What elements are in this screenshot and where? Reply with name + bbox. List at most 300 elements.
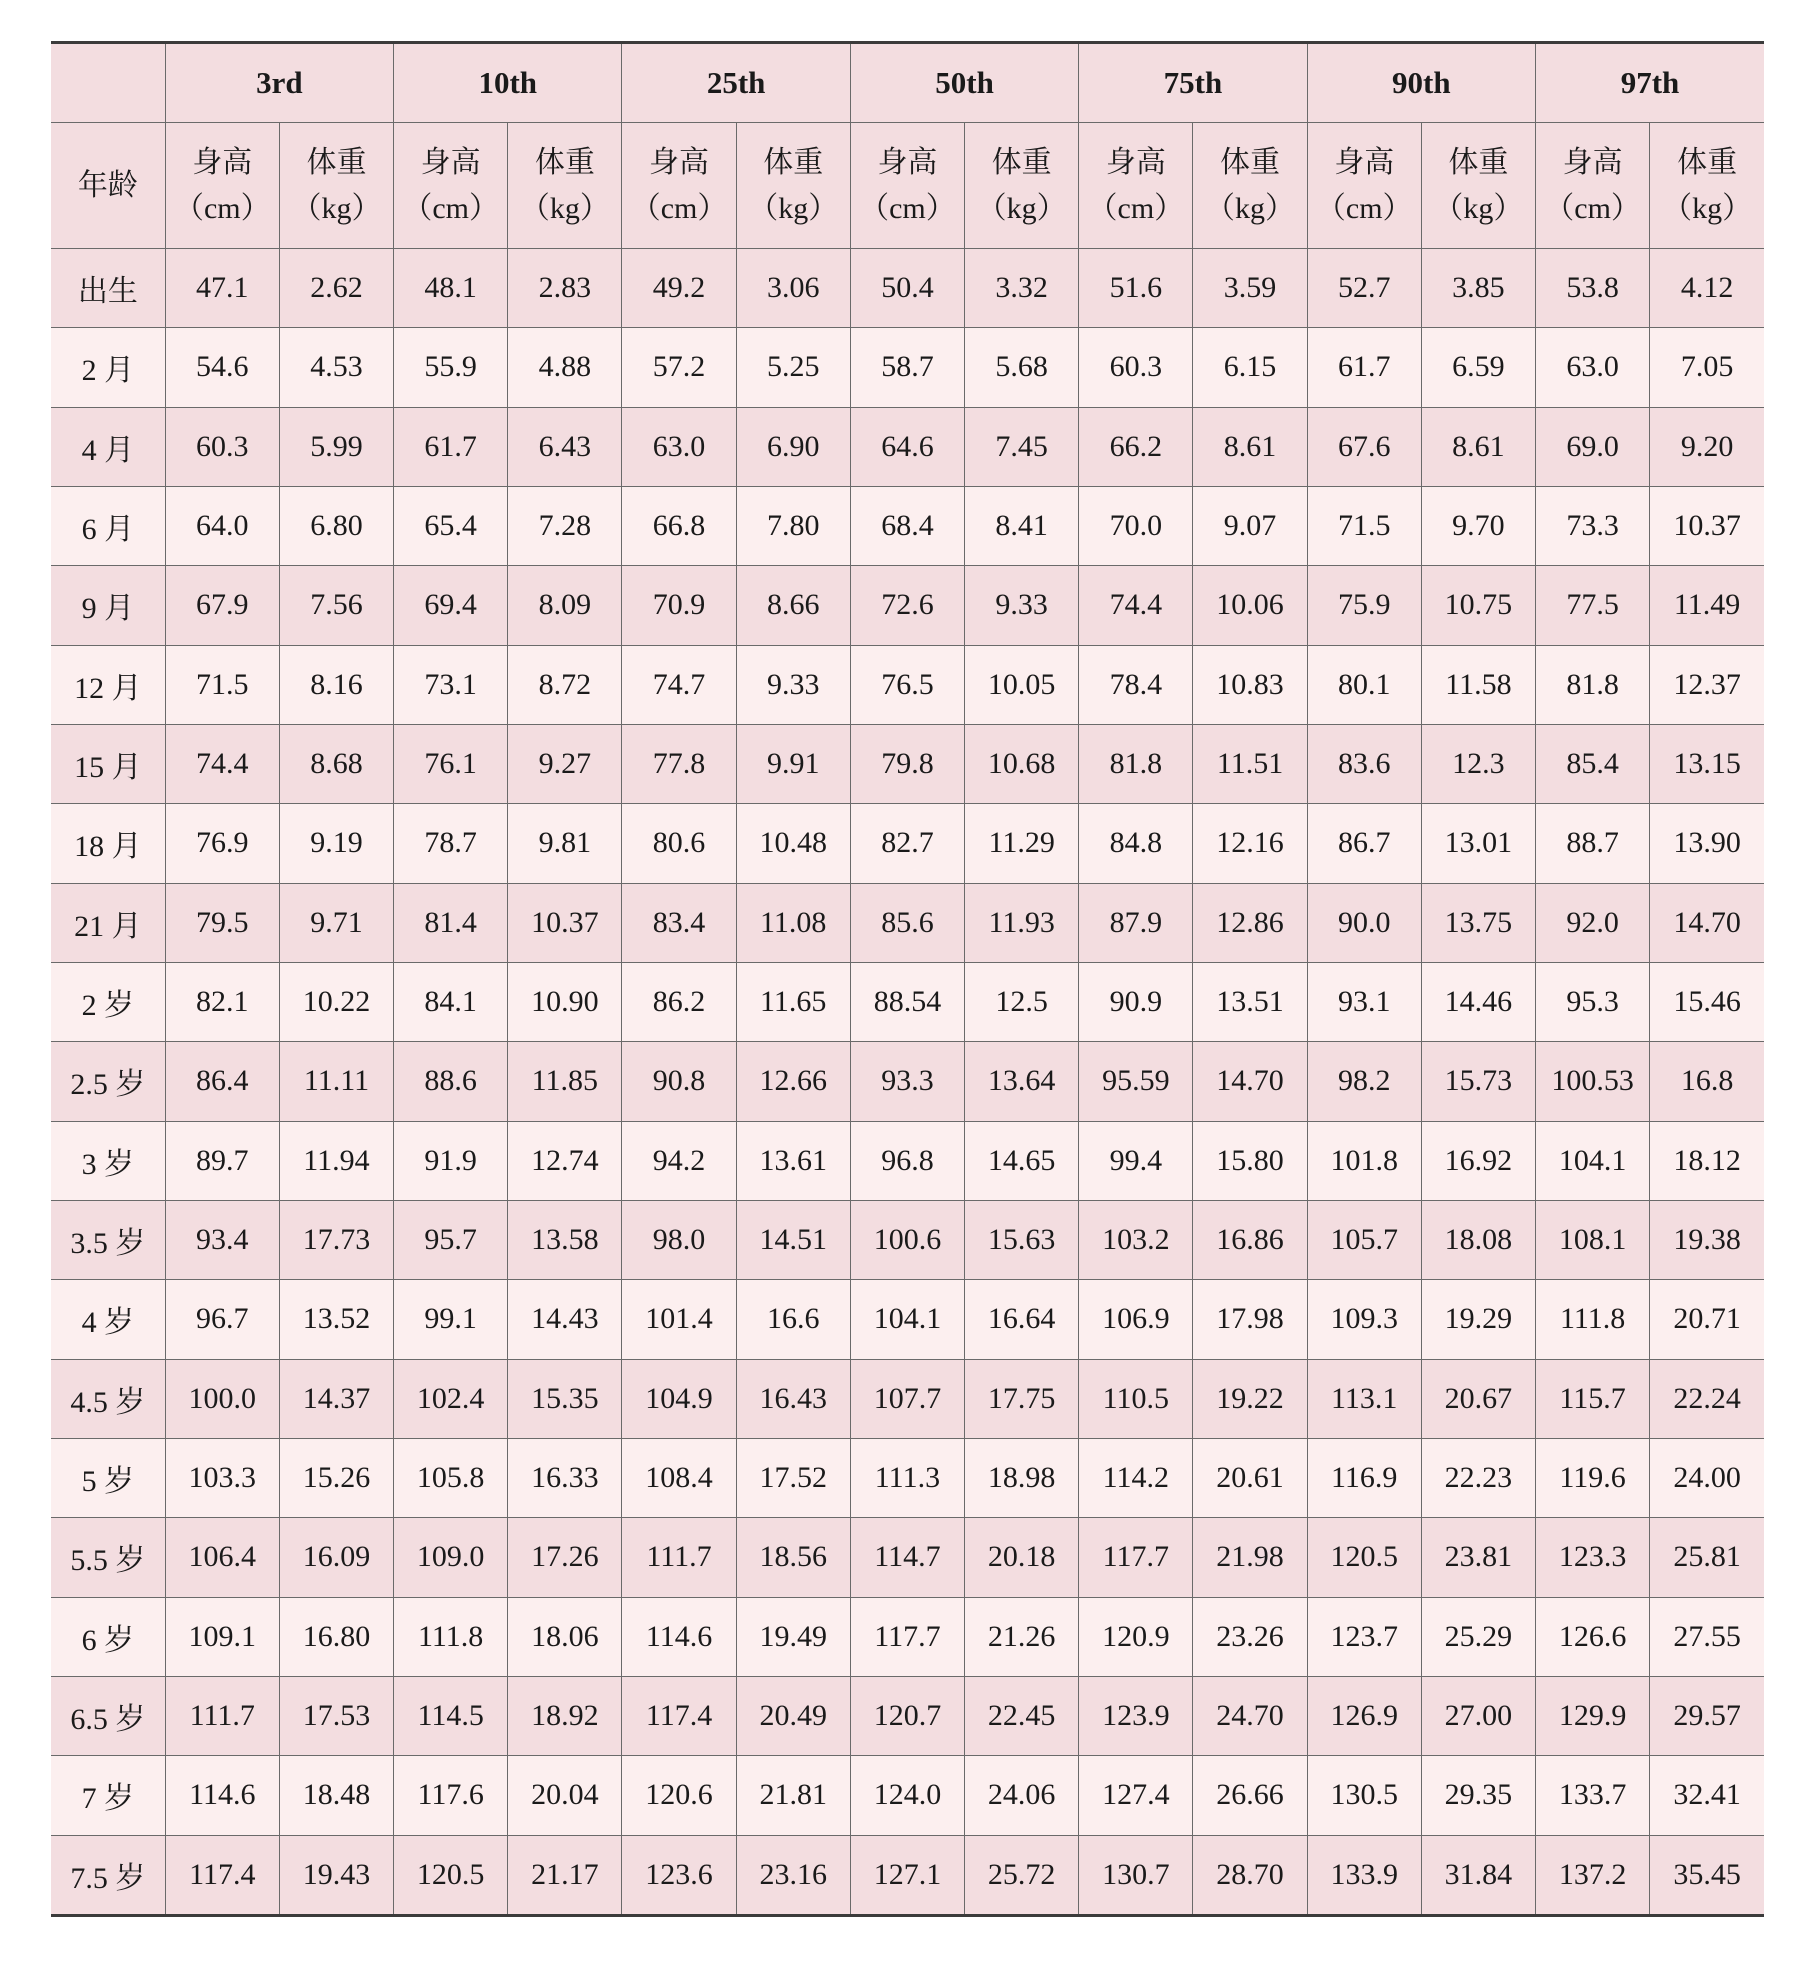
height-header-label: 身高	[877, 145, 938, 179]
weight-value-cell: 15.63	[965, 1200, 1079, 1279]
height-value-cell: 111.7	[622, 1518, 736, 1597]
weight-value-cell: 20.67	[1421, 1359, 1535, 1438]
height-value-cell: 82.1	[165, 962, 279, 1041]
table-row	[51, 804, 1764, 883]
height-value-cell: 48.1	[394, 249, 508, 328]
height-value-cell: 71.5	[165, 645, 279, 724]
table-row	[51, 1359, 1764, 1438]
weight-header-unit: （kg）	[976, 191, 1067, 225]
height-header-unit: （cm）	[402, 191, 499, 225]
weight-value-cell: 12.74	[508, 1121, 622, 1200]
height-value-cell: 94.2	[622, 1121, 736, 1200]
weight-header-label: 体重	[306, 145, 367, 179]
height-value-cell: 64.0	[165, 486, 279, 565]
weight-header	[508, 123, 622, 249]
height-value-cell: 63.0	[1536, 328, 1650, 407]
height-value-cell: 113.1	[1307, 1359, 1421, 1438]
height-value-cell: 120.5	[1307, 1518, 1421, 1597]
weight-value-cell: 21.81	[736, 1756, 850, 1835]
weight-value-cell: 23.26	[1193, 1597, 1307, 1676]
height-value-cell: 133.9	[1307, 1835, 1421, 1915]
table-row	[51, 328, 1764, 407]
height-value-cell: 84.1	[394, 962, 508, 1041]
table-row	[51, 1676, 1764, 1755]
weight-value-cell: 18.12	[1650, 1121, 1764, 1200]
height-value-cell: 108.1	[1536, 1200, 1650, 1279]
weight-value-cell: 13.51	[1193, 962, 1307, 1041]
height-header-label: 身高	[420, 145, 481, 179]
weight-value-cell: 24.00	[1650, 1438, 1764, 1517]
height-value-cell: 71.5	[1307, 486, 1421, 565]
table-body	[51, 249, 1764, 1916]
weight-value-cell: 17.53	[279, 1676, 393, 1755]
weight-value-cell: 5.68	[965, 328, 1079, 407]
weight-value-cell: 18.06	[508, 1597, 622, 1676]
weight-value-cell: 10.22	[279, 962, 393, 1041]
height-header-label: 身高	[1334, 145, 1395, 179]
weight-value-cell: 8.68	[279, 724, 393, 803]
weight-value-cell: 8.61	[1421, 407, 1535, 486]
height-value-cell: 73.1	[394, 645, 508, 724]
height-value-cell: 83.6	[1307, 724, 1421, 803]
height-header	[1536, 123, 1650, 249]
height-value-cell: 52.7	[1307, 249, 1421, 328]
weight-header-label: 体重	[991, 145, 1052, 179]
height-value-cell: 123.7	[1307, 1597, 1421, 1676]
age-cell: 3 岁	[51, 1121, 165, 1200]
weight-value-cell: 19.22	[1193, 1359, 1307, 1438]
percentile-header: 75th	[1079, 43, 1307, 123]
height-header	[622, 123, 736, 249]
height-value-cell: 111.3	[850, 1438, 964, 1517]
height-value-cell: 115.7	[1536, 1359, 1650, 1438]
weight-value-cell: 8.09	[508, 566, 622, 645]
weight-header	[279, 123, 393, 249]
weight-value-cell: 14.46	[1421, 962, 1535, 1041]
weight-value-cell: 15.46	[1650, 962, 1764, 1041]
height-value-cell: 126.6	[1536, 1597, 1650, 1676]
height-value-cell: 126.9	[1307, 1676, 1421, 1755]
weight-header	[1421, 123, 1535, 249]
weight-value-cell: 22.23	[1421, 1438, 1535, 1517]
weight-value-cell: 17.75	[965, 1359, 1079, 1438]
height-value-cell: 117.4	[165, 1835, 279, 1915]
weight-value-cell: 13.90	[1650, 804, 1764, 883]
height-value-cell: 99.4	[1079, 1121, 1193, 1200]
weight-value-cell: 22.24	[1650, 1359, 1764, 1438]
age-cell: 6 月	[51, 486, 165, 565]
weight-value-cell: 3.59	[1193, 249, 1307, 328]
age-cell: 5 岁	[51, 1438, 165, 1517]
weight-value-cell: 16.6	[736, 1280, 850, 1359]
percentile-header: 97th	[1536, 43, 1764, 123]
age-cell: 6 岁	[51, 1597, 165, 1676]
weight-header-label: 体重	[763, 145, 824, 179]
weight-value-cell: 13.64	[965, 1042, 1079, 1121]
height-value-cell: 104.1	[1536, 1121, 1650, 1200]
weight-value-cell: 21.17	[508, 1835, 622, 1915]
weight-value-cell: 16.33	[508, 1438, 622, 1517]
weight-header-label: 体重	[1448, 145, 1509, 179]
percentile-header: 3rd	[165, 43, 393, 123]
weight-value-cell: 13.61	[736, 1121, 850, 1200]
weight-value-cell: 11.11	[279, 1042, 393, 1121]
height-value-cell: 101.8	[1307, 1121, 1421, 1200]
weight-value-cell: 14.70	[1650, 883, 1764, 962]
weight-value-cell: 2.62	[279, 249, 393, 328]
weight-value-cell: 19.38	[1650, 1200, 1764, 1279]
weight-value-cell: 16.09	[279, 1518, 393, 1597]
height-value-cell: 96.7	[165, 1280, 279, 1359]
weight-value-cell: 29.57	[1650, 1676, 1764, 1755]
table-row	[51, 962, 1764, 1041]
height-value-cell: 116.9	[1307, 1438, 1421, 1517]
weight-value-cell: 27.55	[1650, 1597, 1764, 1676]
weight-value-cell: 14.43	[508, 1280, 622, 1359]
table-row	[51, 1518, 1764, 1597]
height-value-cell: 66.2	[1079, 407, 1193, 486]
weight-value-cell: 20.61	[1193, 1438, 1307, 1517]
weight-value-cell: 14.65	[965, 1121, 1079, 1200]
weight-value-cell: 23.16	[736, 1835, 850, 1915]
weight-value-cell: 11.93	[965, 883, 1079, 962]
weight-value-cell: 19.43	[279, 1835, 393, 1915]
height-value-cell: 130.7	[1079, 1835, 1193, 1915]
height-header-label: 身高	[1105, 145, 1166, 179]
height-value-cell: 76.5	[850, 645, 964, 724]
height-value-cell: 73.3	[1536, 486, 1650, 565]
height-value-cell: 114.2	[1079, 1438, 1193, 1517]
weight-value-cell: 16.86	[1193, 1200, 1307, 1279]
table-row	[51, 1042, 1764, 1121]
height-value-cell: 114.6	[622, 1597, 736, 1676]
weight-header-unit: （kg）	[748, 191, 839, 225]
height-value-cell: 104.9	[622, 1359, 736, 1438]
weight-value-cell: 31.84	[1421, 1835, 1535, 1915]
height-value-cell: 109.1	[165, 1597, 279, 1676]
weight-value-cell: 20.71	[1650, 1280, 1764, 1359]
height-value-cell: 61.7	[394, 407, 508, 486]
height-header-unit: （cm）	[1315, 191, 1413, 225]
weight-value-cell: 6.90	[736, 407, 850, 486]
height-value-cell: 72.6	[850, 566, 964, 645]
weight-value-cell: 17.52	[736, 1438, 850, 1517]
height-value-cell: 64.6	[850, 407, 964, 486]
height-value-cell: 79.5	[165, 883, 279, 962]
table-row	[51, 486, 1764, 565]
height-value-cell: 91.9	[394, 1121, 508, 1200]
weight-value-cell: 12.3	[1421, 724, 1535, 803]
weight-value-cell: 25.72	[965, 1835, 1079, 1915]
growth-percentile-table	[51, 41, 1764, 1917]
height-value-cell: 81.4	[394, 883, 508, 962]
weight-value-cell: 3.85	[1421, 249, 1535, 328]
weight-value-cell: 12.86	[1193, 883, 1307, 962]
height-value-cell: 103.3	[165, 1438, 279, 1517]
weight-value-cell: 28.70	[1193, 1835, 1307, 1915]
weight-value-cell: 4.53	[279, 328, 393, 407]
height-value-cell: 114.5	[394, 1676, 508, 1755]
percentile-header: 25th	[622, 43, 850, 123]
weight-value-cell: 7.05	[1650, 328, 1764, 407]
weight-value-cell: 9.20	[1650, 407, 1764, 486]
height-value-cell: 87.9	[1079, 883, 1193, 962]
height-value-cell: 100.0	[165, 1359, 279, 1438]
height-value-cell: 111.7	[165, 1676, 279, 1755]
height-value-cell: 95.7	[394, 1200, 508, 1279]
height-value-cell: 90.9	[1079, 962, 1193, 1041]
weight-value-cell: 22.45	[965, 1676, 1079, 1755]
height-value-cell: 74.4	[165, 724, 279, 803]
weight-value-cell: 14.70	[1193, 1042, 1307, 1121]
weight-value-cell: 19.49	[736, 1597, 850, 1676]
weight-value-cell: 10.06	[1193, 566, 1307, 645]
percentile-header: 90th	[1307, 43, 1535, 123]
height-value-cell: 74.4	[1079, 566, 1193, 645]
age-cell: 2 岁	[51, 962, 165, 1041]
height-value-cell: 88.6	[394, 1042, 508, 1121]
age-cell: 3.5 岁	[51, 1200, 165, 1279]
height-value-cell: 54.6	[165, 328, 279, 407]
weight-value-cell: 8.66	[736, 566, 850, 645]
height-value-cell: 100.53	[1536, 1042, 1650, 1121]
height-value-cell: 78.7	[394, 804, 508, 883]
height-value-cell: 78.4	[1079, 645, 1193, 724]
age-cell: 2 月	[51, 328, 165, 407]
age-cell: 2.5 岁	[51, 1042, 165, 1121]
height-value-cell: 66.8	[622, 486, 736, 565]
height-value-cell: 60.3	[1079, 328, 1193, 407]
height-value-cell: 93.3	[850, 1042, 964, 1121]
height-value-cell: 79.8	[850, 724, 964, 803]
age-cell: 9 月	[51, 566, 165, 645]
height-value-cell: 111.8	[394, 1597, 508, 1676]
table-row	[51, 724, 1764, 803]
height-value-cell: 119.6	[1536, 1438, 1650, 1517]
weight-value-cell: 9.71	[279, 883, 393, 962]
age-cell: 12 月	[51, 645, 165, 724]
weight-value-cell: 8.72	[508, 645, 622, 724]
height-value-cell: 47.1	[165, 249, 279, 328]
height-value-cell: 58.7	[850, 328, 964, 407]
weight-value-cell: 17.98	[1193, 1280, 1307, 1359]
height-value-cell: 110.5	[1079, 1359, 1193, 1438]
weight-value-cell: 15.80	[1193, 1121, 1307, 1200]
height-value-cell: 137.2	[1536, 1835, 1650, 1915]
weight-value-cell: 15.26	[279, 1438, 393, 1517]
weight-header-unit: （kg）	[1205, 191, 1296, 225]
height-value-cell: 69.4	[394, 566, 508, 645]
table-row	[51, 1756, 1764, 1835]
height-value-cell: 61.7	[1307, 328, 1421, 407]
height-value-cell: 109.3	[1307, 1280, 1421, 1359]
weight-value-cell: 8.41	[965, 486, 1079, 565]
weight-value-cell: 13.75	[1421, 883, 1535, 962]
age-cell: 4.5 岁	[51, 1359, 165, 1438]
weight-header-unit: （kg）	[291, 191, 382, 225]
weight-header-unit: （kg）	[1433, 191, 1524, 225]
weight-value-cell: 20.04	[508, 1756, 622, 1835]
weight-value-cell: 6.80	[279, 486, 393, 565]
height-value-cell: 80.6	[622, 804, 736, 883]
height-value-cell: 80.1	[1307, 645, 1421, 724]
height-value-cell: 92.0	[1536, 883, 1650, 962]
weight-value-cell: 10.48	[736, 804, 850, 883]
height-value-cell: 123.3	[1536, 1518, 1650, 1597]
weight-value-cell: 12.16	[1193, 804, 1307, 883]
height-value-cell: 133.7	[1536, 1756, 1650, 1835]
height-value-cell: 70.9	[622, 566, 736, 645]
height-value-cell: 88.7	[1536, 804, 1650, 883]
weight-value-cell: 16.64	[965, 1280, 1079, 1359]
height-value-cell: 82.7	[850, 804, 964, 883]
height-value-cell: 107.7	[850, 1359, 964, 1438]
weight-value-cell: 10.37	[1650, 486, 1764, 565]
weight-value-cell: 6.43	[508, 407, 622, 486]
weight-value-cell: 6.59	[1421, 328, 1535, 407]
age-cell: 5.5 岁	[51, 1518, 165, 1597]
height-header-label: 身高	[192, 145, 253, 179]
height-value-cell: 95.59	[1079, 1042, 1193, 1121]
table-row	[51, 566, 1764, 645]
height-value-cell: 108.4	[622, 1438, 736, 1517]
corner-cell	[51, 43, 165, 123]
table-row	[51, 883, 1764, 962]
weight-value-cell: 24.06	[965, 1756, 1079, 1835]
height-value-cell: 105.7	[1307, 1200, 1421, 1279]
height-value-cell: 93.4	[165, 1200, 279, 1279]
table-row	[51, 1200, 1764, 1279]
height-value-cell: 83.4	[622, 883, 736, 962]
weight-value-cell: 13.52	[279, 1280, 393, 1359]
weight-value-cell: 23.81	[1421, 1518, 1535, 1597]
weight-value-cell: 4.88	[508, 328, 622, 407]
weight-value-cell: 16.43	[736, 1359, 850, 1438]
height-value-cell: 109.0	[394, 1518, 508, 1597]
weight-value-cell: 24.70	[1193, 1676, 1307, 1755]
age-cell: 7 岁	[51, 1756, 165, 1835]
age-cell: 4 岁	[51, 1280, 165, 1359]
weight-value-cell: 18.08	[1421, 1200, 1535, 1279]
weight-value-cell: 35.45	[1650, 1835, 1764, 1915]
height-value-cell: 114.7	[850, 1518, 964, 1597]
weight-value-cell: 9.27	[508, 724, 622, 803]
age-cell: 21 月	[51, 883, 165, 962]
weight-value-cell: 8.61	[1193, 407, 1307, 486]
weight-value-cell: 32.41	[1650, 1756, 1764, 1835]
height-value-cell: 129.9	[1536, 1676, 1650, 1755]
weight-value-cell: 9.70	[1421, 486, 1535, 565]
height-header	[165, 123, 279, 249]
measure-header-row	[51, 123, 1764, 249]
weight-value-cell: 10.68	[965, 724, 1079, 803]
height-value-cell: 69.0	[1536, 407, 1650, 486]
weight-value-cell: 7.45	[965, 407, 1079, 486]
weight-value-cell: 16.8	[1650, 1042, 1764, 1121]
height-value-cell: 67.6	[1307, 407, 1421, 486]
height-value-cell: 65.4	[394, 486, 508, 565]
weight-header-unit: （kg）	[1662, 191, 1753, 225]
age-cell: 4 月	[51, 407, 165, 486]
height-value-cell: 120.7	[850, 1676, 964, 1755]
height-value-cell: 51.6	[1079, 249, 1193, 328]
height-value-cell: 96.8	[850, 1121, 964, 1200]
weight-value-cell: 26.66	[1193, 1756, 1307, 1835]
height-value-cell: 104.1	[850, 1280, 964, 1359]
height-header-unit: （cm）	[859, 191, 956, 225]
weight-value-cell: 12.66	[736, 1042, 850, 1121]
height-value-cell: 105.8	[394, 1438, 508, 1517]
height-value-cell: 55.9	[394, 328, 508, 407]
height-value-cell: 76.1	[394, 724, 508, 803]
weight-value-cell: 3.06	[736, 249, 850, 328]
weight-value-cell: 13.58	[508, 1200, 622, 1279]
table-row	[51, 1280, 1764, 1359]
height-value-cell: 74.7	[622, 645, 736, 724]
age-cell: 15 月	[51, 724, 165, 803]
weight-value-cell: 13.01	[1421, 804, 1535, 883]
weight-value-cell: 4.12	[1650, 249, 1764, 328]
weight-header-label: 体重	[1677, 145, 1738, 179]
height-value-cell: 77.8	[622, 724, 736, 803]
weight-value-cell: 6.15	[1193, 328, 1307, 407]
weight-value-cell: 16.80	[279, 1597, 393, 1676]
weight-value-cell: 11.94	[279, 1121, 393, 1200]
height-value-cell: 81.8	[1536, 645, 1650, 724]
height-header	[1079, 123, 1193, 249]
weight-value-cell: 3.32	[965, 249, 1079, 328]
height-value-cell: 99.1	[394, 1280, 508, 1359]
height-value-cell: 53.8	[1536, 249, 1650, 328]
height-value-cell: 57.2	[622, 328, 736, 407]
age-cell: 7.5 岁	[51, 1835, 165, 1915]
weight-value-cell: 7.28	[508, 486, 622, 565]
weight-value-cell: 9.07	[1193, 486, 1307, 565]
weight-value-cell: 19.29	[1421, 1280, 1535, 1359]
height-value-cell: 63.0	[622, 407, 736, 486]
height-value-cell: 86.7	[1307, 804, 1421, 883]
height-value-cell: 106.9	[1079, 1280, 1193, 1359]
table-row	[51, 407, 1764, 486]
weight-value-cell: 20.18	[965, 1518, 1079, 1597]
height-value-cell: 60.3	[165, 407, 279, 486]
weight-header	[736, 123, 850, 249]
height-value-cell: 117.7	[850, 1597, 964, 1676]
weight-value-cell: 9.33	[965, 566, 1079, 645]
height-value-cell: 114.6	[165, 1756, 279, 1835]
height-value-cell: 120.5	[394, 1835, 508, 1915]
weight-value-cell: 18.48	[279, 1756, 393, 1835]
height-value-cell: 120.9	[1079, 1597, 1193, 1676]
weight-value-cell: 18.98	[965, 1438, 1079, 1517]
age-cell: 18 月	[51, 804, 165, 883]
weight-value-cell: 10.90	[508, 962, 622, 1041]
weight-value-cell: 14.37	[279, 1359, 393, 1438]
weight-value-cell: 5.25	[736, 328, 850, 407]
weight-value-cell: 29.35	[1421, 1756, 1535, 1835]
height-value-cell: 123.6	[622, 1835, 736, 1915]
height-value-cell: 50.4	[850, 249, 964, 328]
percentile-header: 50th	[850, 43, 1078, 123]
weight-value-cell: 11.08	[736, 883, 850, 962]
weight-value-cell: 9.19	[279, 804, 393, 883]
height-value-cell: 93.1	[1307, 962, 1421, 1041]
height-value-cell: 81.8	[1079, 724, 1193, 803]
weight-value-cell: 5.99	[279, 407, 393, 486]
weight-value-cell: 12.37	[1650, 645, 1764, 724]
table-row	[51, 1438, 1764, 1517]
height-header-label: 身高	[649, 145, 710, 179]
